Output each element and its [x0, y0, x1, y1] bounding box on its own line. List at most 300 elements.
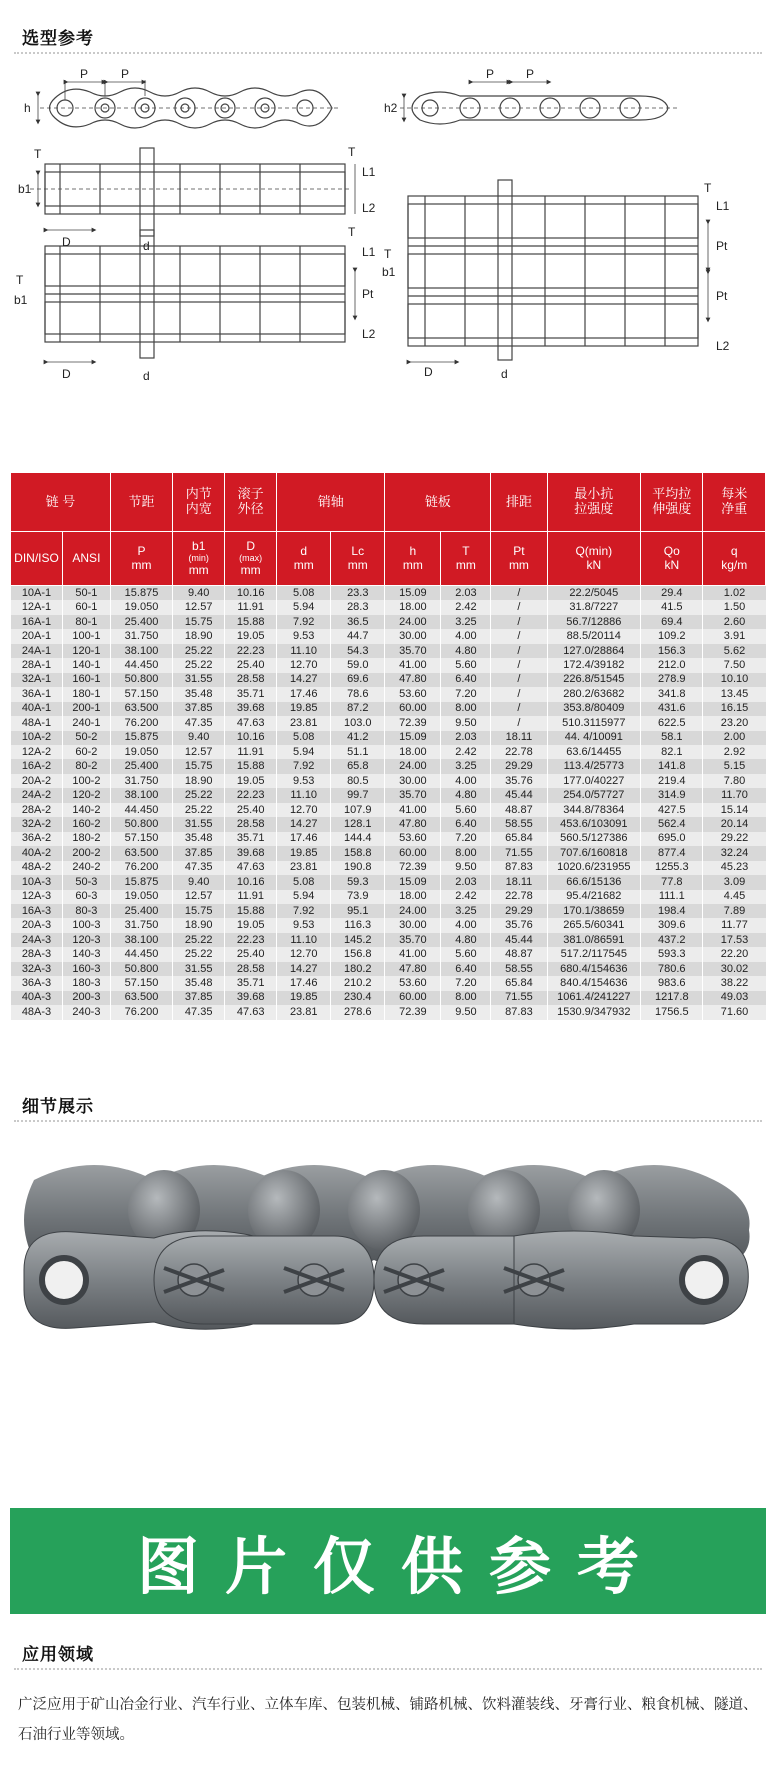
table-cell: 780.6 [641, 962, 703, 976]
th-roller-dia: 滚子 外径 [225, 473, 277, 532]
table-cell: 240-1 [62, 716, 110, 730]
table-cell: 4.80 [441, 933, 491, 947]
table-cell: 95.1 [331, 904, 385, 918]
table-cell: 1061.4/241227 [547, 991, 641, 1005]
table-cell: 28.3 [331, 600, 385, 614]
label-b1: b1 [382, 265, 396, 279]
subheader-unit: mm [188, 562, 209, 577]
table-cell: 437.2 [641, 933, 703, 947]
table-cell: 120-1 [62, 644, 110, 658]
table-cell: 58.55 [491, 962, 547, 976]
table-cell: 78.6 [331, 687, 385, 701]
table-cell: 47.80 [385, 673, 441, 687]
table-cell: 7.92 [277, 759, 331, 773]
subheader-symbol: Pt [513, 543, 525, 558]
table-cell: 427.5 [641, 803, 703, 817]
table-cell: 11.10 [277, 644, 331, 658]
table-cell: 45.44 [491, 788, 547, 802]
table-cell: 60-1 [62, 600, 110, 614]
table-cell: 35.71 [225, 832, 277, 846]
section-divider [14, 1668, 762, 1670]
table-cell: 31.750 [110, 774, 172, 788]
table-cell: 10.16 [225, 586, 277, 601]
table-cell: 10.16 [225, 731, 277, 745]
table-cell: 22.23 [225, 788, 277, 802]
table-cell: 53.60 [385, 687, 441, 701]
table-cell: 5.94 [277, 890, 331, 904]
top-view-triplex [408, 180, 708, 362]
table-cell: 20.14 [703, 817, 766, 831]
subheader-cell [225, 532, 277, 586]
table-cell: 8.00 [441, 846, 491, 860]
table-cell: 20A-1 [11, 629, 63, 643]
table-cell: 35.70 [385, 788, 441, 802]
table-cell: 39.68 [225, 991, 277, 1005]
table-cell: 48.87 [491, 803, 547, 817]
section-title-selection: 选型参考 [22, 29, 94, 49]
table-cell: 37.85 [173, 991, 225, 1005]
table-cell: 431.6 [641, 702, 703, 716]
table-cell: 99.7 [331, 788, 385, 802]
table-cell: 4.00 [441, 918, 491, 932]
table-cell: 47.80 [385, 962, 441, 976]
table-cell: 877.4 [641, 846, 703, 860]
table-row [11, 947, 766, 961]
table-cell: 24.00 [385, 904, 441, 918]
table-cell: 44.450 [110, 658, 172, 672]
table-cell: 212.0 [641, 658, 703, 672]
table-cell: 41.00 [385, 658, 441, 672]
table-cell: 25.22 [173, 658, 225, 672]
table-row [11, 832, 766, 846]
table-cell: 16A-2 [11, 759, 63, 773]
table-cell: 15.875 [110, 875, 172, 889]
table-cell: 15.875 [110, 731, 172, 745]
subheader-symbol: DIN/ISO [14, 550, 59, 565]
table-cell: 30.00 [385, 918, 441, 932]
table-cell: 265.5/60341 [547, 918, 641, 932]
table-cell: 156.3 [641, 644, 703, 658]
table-cell: 230.4 [331, 991, 385, 1005]
table-cell: 20A-2 [11, 774, 63, 788]
table-cell: 28A-3 [11, 947, 63, 961]
table-cell: 18.90 [173, 629, 225, 643]
table-cell: 65.84 [491, 976, 547, 990]
table-cell: 254.0/57727 [547, 788, 641, 802]
table-cell: 15.09 [385, 875, 441, 889]
table-cell: 6.40 [441, 817, 491, 831]
table-cell: 48A-1 [11, 716, 63, 730]
table-cell: 50.800 [110, 673, 172, 687]
reference-only-banner [10, 1508, 766, 1614]
table-cell: 29.4 [641, 586, 703, 601]
table-cell: 18.00 [385, 745, 441, 759]
table-cell: 7.50 [703, 658, 766, 672]
table-cell: 28.58 [225, 673, 277, 687]
table-row [11, 933, 766, 947]
table-cell: 141.8 [641, 759, 703, 773]
table-cell: 210.2 [331, 976, 385, 990]
table-cell: 9.40 [173, 731, 225, 745]
table-cell: 80.5 [331, 774, 385, 788]
table-cell: 353.8/80409 [547, 702, 641, 716]
table-cell: 56.7/12886 [547, 615, 641, 629]
subheader-cell [11, 532, 63, 586]
table-cell: 1020.6/231955 [547, 861, 641, 875]
table-cell: 38.22 [703, 976, 766, 990]
table-cell: 12.57 [173, 745, 225, 759]
table-cell: 39.68 [225, 846, 277, 860]
table-cell: 32A-3 [11, 962, 63, 976]
table-cell: 280.2/63682 [547, 687, 641, 701]
table-cell: 12A-1 [11, 600, 63, 614]
subheader-cell [441, 532, 491, 586]
table-cell: 31.8/7227 [547, 600, 641, 614]
table-cell: 35.48 [173, 687, 225, 701]
table-cell: 120-3 [62, 933, 110, 947]
subheader-cell [62, 532, 110, 586]
table-cell: 66.6/15136 [547, 875, 641, 889]
table-cell: 15.75 [173, 615, 225, 629]
table-cell: 200-3 [62, 991, 110, 1005]
table-row [11, 918, 766, 932]
table-cell: 17.46 [277, 832, 331, 846]
table-cell: 82.1 [641, 745, 703, 759]
table-cell: 5.15 [703, 759, 766, 773]
label-h2: h2 [384, 101, 398, 115]
table-cell: 226.8/51545 [547, 673, 641, 687]
table-row [11, 702, 766, 716]
subheader-cell [385, 532, 441, 586]
table-cell: 35.70 [385, 933, 441, 947]
table-header-row [11, 473, 766, 532]
th-weight: 每米 净重 [703, 473, 766, 532]
side-view-h2 [400, 82, 680, 124]
table-cell: 5.60 [441, 947, 491, 961]
table-cell: 53.60 [385, 976, 441, 990]
table-cell: 47.63 [225, 1005, 277, 1019]
table-cell: 18.00 [385, 890, 441, 904]
table-cell: 47.35 [173, 716, 225, 730]
table-cell: 60-2 [62, 745, 110, 759]
table-cell: 44.7 [331, 629, 385, 643]
table-cell: 111.1 [641, 890, 703, 904]
subheader-symbol: Qo [663, 543, 680, 558]
table-cell: 31.55 [173, 817, 225, 831]
table-cell: 107.9 [331, 803, 385, 817]
table-cell: 9.53 [277, 629, 331, 643]
table-cell: 35.76 [491, 918, 547, 932]
table-cell: 12.70 [277, 658, 331, 672]
table-cell: 18.11 [491, 875, 547, 889]
table-cell: 219.4 [641, 774, 703, 788]
table-cell: 41.2 [331, 731, 385, 745]
label-Pt: Pt [716, 239, 728, 253]
table-cell: 9.50 [441, 861, 491, 875]
table-cell: 32A-2 [11, 817, 63, 831]
table-cell: 19.05 [225, 918, 277, 932]
table-cell: 278.9 [641, 673, 703, 687]
table-cell: 2.42 [441, 745, 491, 759]
table-cell: 31.750 [110, 918, 172, 932]
table-row [11, 875, 766, 889]
top-view-duplex [45, 230, 355, 362]
table-cell: 128.1 [331, 817, 385, 831]
table-cell: 20A-3 [11, 918, 63, 932]
table-cell: 36.5 [331, 615, 385, 629]
table-cell: 76.200 [110, 1005, 172, 1019]
table-cell: 19.85 [277, 702, 331, 716]
subheader-qualifier: (min) [188, 553, 209, 564]
table-cell: 103.0 [331, 716, 385, 730]
label-P: P [526, 67, 535, 81]
table-cell: 25.22 [173, 947, 225, 961]
table-cell: 15.14 [703, 803, 766, 817]
label-T: T [704, 181, 712, 195]
table-cell: / [491, 658, 547, 672]
table-cell: 29.22 [703, 832, 766, 846]
table-cell: 40A-2 [11, 846, 63, 860]
table-cell: 19.85 [277, 991, 331, 1005]
table-cell: 50-3 [62, 875, 110, 889]
table-cell: 109.2 [641, 629, 703, 643]
table-cell: 57.150 [110, 832, 172, 846]
table-cell: 41.00 [385, 947, 441, 961]
table-cell: 562.4 [641, 817, 703, 831]
table-cell: 6.40 [441, 673, 491, 687]
table-cell: 2.00 [703, 731, 766, 745]
table-cell: 177.0/40227 [547, 774, 641, 788]
table-row [11, 644, 766, 658]
subheader-symbol: q [730, 543, 738, 558]
table-cell: 39.68 [225, 702, 277, 716]
table-cell: 7.20 [441, 687, 491, 701]
table-cell: 48.87 [491, 947, 547, 961]
table-cell: 2.92 [703, 745, 766, 759]
table-cell: 517.2/117545 [547, 947, 641, 961]
table-cell: 31.55 [173, 962, 225, 976]
table-cell: 31.55 [173, 673, 225, 687]
table-cell: 63.500 [110, 991, 172, 1005]
table-row [11, 658, 766, 672]
table-cell: 32A-1 [11, 673, 63, 687]
application-description: 广泛应用于矿山冶金行业、汽车行业、立体车库、包装机械、铺路机械、饮料灌装线、牙膏行业、粮食机械、隧道、石油行业等领域。 [18, 1697, 758, 1743]
table-cell: 12.70 [277, 803, 331, 817]
table-cell: 31.750 [110, 629, 172, 643]
table-cell: 7.20 [441, 832, 491, 846]
label-Pt: Pt [716, 289, 728, 303]
table-cell: 11.91 [225, 890, 277, 904]
table-cell: 44.450 [110, 947, 172, 961]
table-cell: 54.3 [331, 644, 385, 658]
banner-text: 图片仅供参考 [136, 1529, 665, 1603]
table-cell: 25.400 [110, 904, 172, 918]
label-L1: L1 [362, 165, 376, 179]
table-cell: 38.100 [110, 644, 172, 658]
subheader-cell [703, 532, 766, 586]
table-row [11, 629, 766, 643]
table-row [11, 890, 766, 904]
table-cell: 29.29 [491, 904, 547, 918]
subheader-symbol: ANSI [72, 550, 101, 565]
table-cell: 24A-1 [11, 644, 63, 658]
table-cell: 45.44 [491, 933, 547, 947]
subheader-symbol: T [462, 543, 470, 558]
table-cell: 3.25 [441, 759, 491, 773]
table-cell: 63.500 [110, 702, 172, 716]
subheader-symbol: Lc [351, 543, 365, 558]
table-cell: 1255.3 [641, 861, 703, 875]
table-cell: 19.050 [110, 890, 172, 904]
table-cell: 23.20 [703, 716, 766, 730]
table-cell: 35.71 [225, 687, 277, 701]
subheader-symbol: D [246, 538, 256, 553]
label-P: P [486, 67, 495, 81]
table-cell: 25.22 [173, 933, 225, 947]
table-cell: 18.90 [173, 918, 225, 932]
side-view-single [38, 80, 340, 128]
table-cell: 25.22 [173, 803, 225, 817]
table-row [11, 846, 766, 860]
table-cell: 180-3 [62, 976, 110, 990]
table-cell: 18.11 [491, 731, 547, 745]
table-cell: 10.10 [703, 673, 766, 687]
table-cell: 5.08 [277, 586, 331, 601]
table-row [11, 861, 766, 875]
label-D: D [62, 367, 71, 381]
table-cell: 22.78 [491, 745, 547, 759]
table-cell: 19.050 [110, 745, 172, 759]
label-d: d [143, 369, 150, 383]
table-cell: 2.03 [441, 875, 491, 889]
label-P: P [121, 67, 130, 81]
subheader-unit: kg/m [721, 557, 748, 572]
table-cell: 47.63 [225, 716, 277, 730]
table-cell: 10.16 [225, 875, 277, 889]
table-cell: / [491, 600, 547, 614]
table-row [11, 803, 766, 817]
subheader-unit: mm [293, 557, 314, 572]
table-cell: 25.22 [173, 788, 225, 802]
table-cell: 278.6 [331, 1005, 385, 1019]
table-cell: 65.8 [331, 759, 385, 773]
table-cell: 87.83 [491, 861, 547, 875]
table-cell: 2.42 [441, 600, 491, 614]
chain-spec-table [10, 472, 766, 1020]
table-cell: 12.70 [277, 947, 331, 961]
table-cell: 4.80 [441, 644, 491, 658]
table-cell: 12.57 [173, 890, 225, 904]
table-cell: 24.00 [385, 615, 441, 629]
table-cell: 60-3 [62, 890, 110, 904]
table-cell: 25.400 [110, 615, 172, 629]
table-cell: 13.45 [703, 687, 766, 701]
table-row [11, 759, 766, 773]
table-cell: 9.40 [173, 586, 225, 601]
subheader-symbol: h [409, 543, 417, 558]
table-cell: 240-3 [62, 1005, 110, 1019]
subheader-symbol: b1 [192, 538, 206, 553]
table-cell: 15.88 [225, 759, 277, 773]
table-cell: 140-1 [62, 658, 110, 672]
table-cell: 3.09 [703, 875, 766, 889]
table-cell: 63.6/14455 [547, 745, 641, 759]
table-cell: 30.02 [703, 962, 766, 976]
table-cell: 71.60 [703, 1005, 766, 1019]
table-cell: 160-1 [62, 673, 110, 687]
table-cell: 156.8 [331, 947, 385, 961]
table-cell: 198.4 [641, 904, 703, 918]
chain-dimension-diagrams [0, 60, 776, 400]
table-cell: 4.80 [441, 788, 491, 802]
subheader-cell [547, 532, 641, 586]
subheader-unit: mm [347, 557, 368, 572]
table-cell: 18.90 [173, 774, 225, 788]
subheader-cell [491, 532, 547, 586]
table-cell: 38.100 [110, 933, 172, 947]
table-cell: 100-3 [62, 918, 110, 932]
section-divider [14, 1120, 762, 1122]
table-cell: 36A-3 [11, 976, 63, 990]
table-cell: 59.3 [331, 875, 385, 889]
label-h: h [24, 101, 31, 115]
table-cell: 4.00 [441, 629, 491, 643]
table-cell: 200-1 [62, 702, 110, 716]
table-cell: 73.9 [331, 890, 385, 904]
table-cell: 19.050 [110, 600, 172, 614]
table-cell: 15.875 [110, 586, 172, 601]
table-cell: / [491, 586, 547, 601]
table-cell: 28A-2 [11, 803, 63, 817]
table-cell: 560.5/127386 [547, 832, 641, 846]
table-cell: 51.1 [331, 745, 385, 759]
table-cell: 17.53 [703, 933, 766, 947]
table-cell: 18.00 [385, 600, 441, 614]
table-cell: 1.02 [703, 586, 766, 601]
table-cell: 9.50 [441, 1005, 491, 1019]
subheader-symbol: d [300, 543, 308, 558]
table-cell: 11.10 [277, 933, 331, 947]
table-cell: 35.48 [173, 976, 225, 990]
table-cell: 23.81 [277, 1005, 331, 1019]
table-cell: / [491, 629, 547, 643]
table-cell: 40A-1 [11, 702, 63, 716]
table-cell: 7.80 [703, 774, 766, 788]
table-cell: 37.85 [173, 702, 225, 716]
table-cell: 707.6/160818 [547, 846, 641, 860]
table-cell: 50-1 [62, 586, 110, 601]
table-row [11, 615, 766, 629]
table-cell: 50.800 [110, 962, 172, 976]
table-cell: 5.08 [277, 875, 331, 889]
subheader-cell [110, 532, 172, 586]
table-cell: 77.8 [641, 875, 703, 889]
label-d: d [143, 239, 150, 253]
table-cell: 11.77 [703, 918, 766, 932]
table-cell: 71.55 [491, 991, 547, 1005]
table-cell: 2.42 [441, 890, 491, 904]
label-T: T [34, 147, 42, 161]
table-cell: 14.27 [277, 817, 331, 831]
table-cell: 35.70 [385, 644, 441, 658]
table-cell: 16A-1 [11, 615, 63, 629]
table-cell: 88.5/20114 [547, 629, 641, 643]
table-row [11, 1005, 766, 1019]
table-cell: 48A-2 [11, 861, 63, 875]
table-cell: 240-2 [62, 861, 110, 875]
table-subheader-row [11, 532, 766, 586]
table-cell: 60.00 [385, 846, 441, 860]
